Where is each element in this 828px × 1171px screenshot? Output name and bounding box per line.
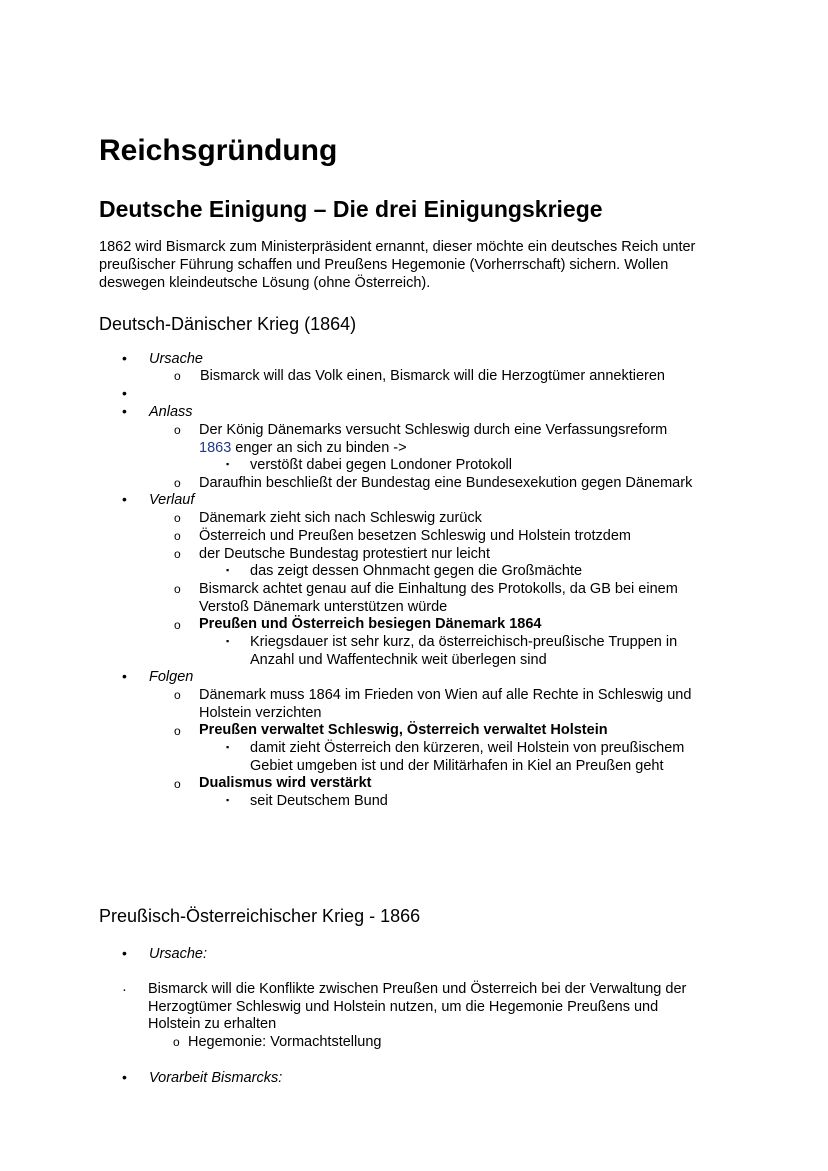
label-vorarbeit: Vorarbeit Bismarcks: [149, 1070, 283, 1086]
circle-bullet-icon: o [174, 724, 181, 738]
circle-bullet-icon: o [174, 423, 181, 437]
square-bullet-icon: ▪ [226, 636, 230, 646]
folgen-subitem-3: seit Deutschem Bund [250, 793, 388, 809]
circle-bullet-icon: o [174, 476, 181, 490]
folgen-item-1a: Dänemark muss 1864 im Frieden von Wien auf alle Rechte in Schleswig und [199, 687, 692, 703]
circle-bullet-icon: o [174, 369, 181, 383]
ursache-item-1: Bismarck will das Volk einen, Bismarck will die Herzogtümer annektieren [200, 368, 665, 384]
label-ursache-2: Ursache: [149, 946, 208, 962]
verlauf-subitem-5a: Kriegsdauer ist sehr kurz, da österreichisch-preußische Truppen in [250, 634, 678, 650]
verlauf-subitem-3: das zeigt dessen Ohnmacht gegen die Großmächte [250, 563, 583, 579]
verlauf-subitem-5b: Anzahl und Waffentechnik weit überlegen sind [250, 652, 547, 668]
circle-bullet-icon: o [174, 777, 181, 791]
anlass-item-1b-rest: enger an sich zu binden -> [231, 440, 407, 456]
folgen-item-3: Dualismus wird verstärkt [199, 775, 372, 791]
section-heading-austro-prussian-war: Preußisch-Österreichischer Krieg - 1866 [99, 906, 421, 926]
label-ursache: Ursache [149, 351, 203, 367]
square-bullet-icon: ▪ [226, 565, 230, 575]
anlass-item-1a: Der König Dänemarks versucht Schleswig durch eine Verfassungsreform [199, 422, 668, 438]
circle-bullet-icon: o [173, 1035, 180, 1049]
intro-line-1: 1862 wird Bismarck zum Ministerpräsident ernannt, dieser möchte ein deutsches Reich unter [99, 239, 696, 255]
intro-line-3: deswegen kleindeutsche Lösung (ohne Österreich). [99, 275, 431, 291]
section-heading-danish-war: Deutsch-Dänischer Krieg (1864) [99, 314, 357, 334]
small-dot-icon: · [122, 982, 127, 998]
folgen-item-2 [199, 721, 608, 739]
bullet-icon: • [122, 945, 127, 961]
label-folgen: Folgen [149, 669, 194, 685]
page-subtitle: Deutsche Einigung – Die drei Einigungskriege [99, 196, 603, 222]
verlauf-item-2: Österreich und Preußen besetzen Schleswig und Holstein trotzdem [199, 528, 631, 544]
circle-bullet-icon: o [174, 529, 181, 543]
circle-bullet-icon: o [174, 618, 181, 632]
folgen-item-1b: Holstein verzichten [199, 705, 322, 721]
folgen-subitem-2b: Gebiet umgeben ist und der Militärhafen in Kiel an Preußen geht [250, 758, 664, 774]
label-verlauf: Verlauf [149, 492, 195, 508]
anlass-year: 1863 [199, 440, 232, 456]
anlass-item-2: Daraufhin beschließt der Bundestag eine Bundesexekution gegen Dänemark [199, 475, 693, 491]
square-bullet-icon: ▪ [226, 795, 230, 805]
label-anlass: Anlass [149, 404, 193, 420]
circle-bullet-icon: o [174, 582, 181, 596]
hegemonie-definition: Hegemonie: Vormachtstellung [188, 1034, 382, 1050]
folgen-item-2a: Preußen verwaltet Schleswig [199, 722, 399, 738]
folgen-item-2-separator: , [398, 722, 407, 738]
bullet-icon: • [122, 668, 127, 684]
verlauf-item-4a: Bismarck achtet genau auf die Einhaltung des Protokolls, da GB bei einem [199, 581, 678, 597]
bullet-icon: • [122, 385, 127, 401]
ursache2-text-2: Herzogtümer Schleswig und Holstein nutzen, um die Hegemonie Preußens und [148, 999, 659, 1015]
circle-bullet-icon: o [174, 511, 181, 525]
bullet-icon: • [122, 403, 127, 419]
circle-bullet-icon: o [174, 547, 181, 561]
anlass-item-1b [199, 439, 407, 457]
intro-line-2: preußischer Führung schaffen und Preußens Hegemonie (Vorherrschaft) sichern. Wollen [99, 257, 669, 273]
page-title: Reichsgründung [99, 134, 338, 167]
verlauf-item-5: Preußen und Österreich besiegen Dänemark 1864 [199, 616, 542, 632]
verlauf-item-4b: Verstoß Dänemark unterstützen würde [199, 599, 448, 615]
folgen-item-2b: Österreich verwaltet Holstein [406, 722, 608, 738]
ursache2-text-1: Bismarck will die Konflikte zwischen Preußen und Österreich bei der Verwaltung der [148, 981, 687, 997]
verlauf-item-1: Dänemark zieht sich nach Schleswig zurück [199, 510, 482, 526]
bullet-icon: • [122, 1069, 127, 1085]
square-bullet-icon: ▪ [226, 742, 230, 752]
bullet-icon: • [122, 491, 127, 507]
bullet-icon: • [122, 350, 127, 366]
folgen-subitem-2a: damit zieht Österreich den kürzeren, weil Holstein von preußischem [250, 740, 685, 756]
circle-bullet-icon: o [174, 688, 181, 702]
square-bullet-icon: ▪ [226, 459, 230, 469]
ursache2-text-3: Holstein zu erhalten [148, 1016, 277, 1032]
verlauf-item-3: der Deutsche Bundestag protestiert nur leicht [199, 546, 490, 562]
anlass-subitem-1: verstößt dabei gegen Londoner Protokoll [250, 457, 512, 473]
